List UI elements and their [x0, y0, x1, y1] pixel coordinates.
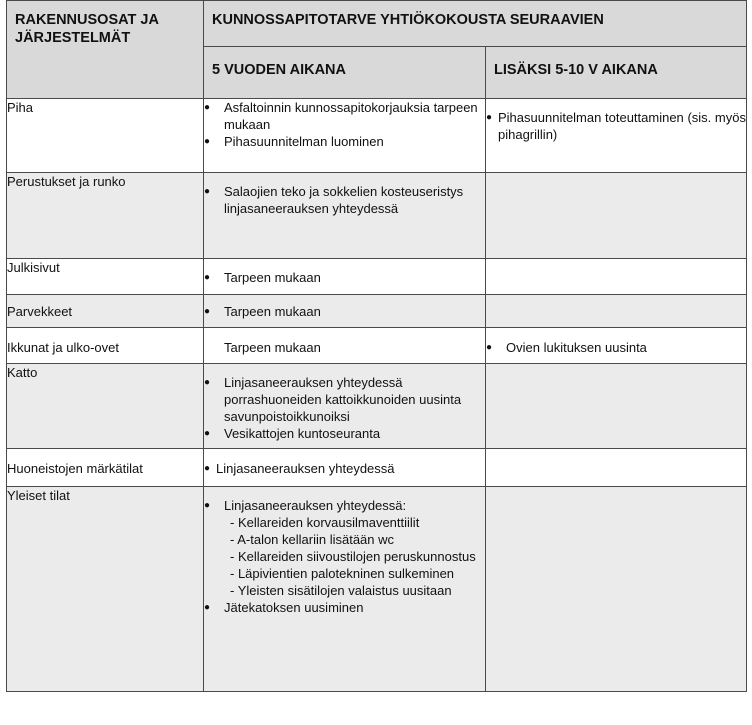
list-item: ● Vesikattojen kuntoseuranta — [204, 425, 485, 442]
maintenance-table — [6, 0, 747, 692]
table-row — [7, 364, 747, 449]
list-item: ● Tarpeen mukaan — [204, 303, 485, 320]
row-category: Parvekkeet — [7, 295, 204, 328]
row-5-10-years — [486, 328, 747, 364]
row-category: Huoneistojen märkätilat — [7, 449, 204, 487]
table-row — [7, 449, 747, 487]
header-category: RAKENNUSOSAT JA JÄRJESTELMÄT — [7, 1, 204, 99]
list-item: ● Pihasuunnitelman luominen — [204, 133, 485, 150]
table-row — [7, 328, 747, 364]
sub-list-item: - Läpivientien palotekninen sulkeminen — [230, 566, 455, 581]
header-5-10-years: LISÄKSI 5-10 V AIKANA — [486, 47, 747, 99]
list-item: ● Pihasuunnitelman toteuttaminen (sis. myös pihagrillin) — [486, 109, 746, 143]
row-category: Julkisivut — [7, 259, 204, 295]
row-5-years — [204, 364, 486, 449]
list-item: ● Tarpeen mukaan — [204, 269, 485, 286]
list-item: ● Linjasaneerauksen yhteydessä — [204, 460, 485, 477]
table-row — [7, 487, 747, 692]
row-5-years — [204, 449, 486, 487]
table-row — [7, 295, 747, 328]
table-row — [7, 99, 747, 173]
header-5-years: 5 VUODEN AIKANA — [204, 47, 486, 99]
row-category: Katto — [7, 364, 204, 449]
table-row — [7, 259, 747, 295]
header-main: KUNNOSSAPITOTARVE YHTIÖKOKOUSTA SEURAAVIEN — [204, 1, 747, 47]
table-row — [7, 173, 747, 259]
row-5-years — [204, 173, 486, 259]
row-5-10-years — [486, 449, 747, 487]
row-category: Ikkunat ja ulko-ovet — [7, 328, 204, 364]
sub-list-item: - Yleisten sisätilojen valaistus uusitaan — [230, 583, 452, 598]
list-item: Tarpeen mukaan — [224, 340, 321, 355]
sub-list-item: - Kellareiden korvausilmaventtiilit — [230, 515, 420, 530]
list-item: ● Asfaltoinnin kunnossapitokorjauksia tarpeen mukaan — [204, 99, 485, 133]
list-item: ● Linjasaneerauksen yhteydessä porrashuoneiden kattoikkunoiden uusinta savunpoistoikkunoiksi — [204, 374, 485, 425]
row-category: Perustukset ja runko — [7, 173, 204, 259]
row-5-10-years — [486, 99, 747, 173]
list-item: ● Linjasaneerauksen yhteydessä: — [204, 497, 485, 514]
row-5-years — [204, 328, 486, 364]
row-5-years — [204, 487, 486, 692]
row-category: Yleiset tilat — [7, 487, 204, 692]
sub-list-item: - A-talon kellariin lisätään wc — [230, 532, 395, 547]
row-5-years — [204, 259, 486, 295]
row-5-years — [204, 295, 486, 328]
row-5-10-years — [486, 364, 747, 449]
sub-list — [204, 514, 485, 599]
row-5-10-years — [486, 295, 747, 328]
row-5-10-years — [486, 259, 747, 295]
row-5-10-years — [486, 173, 747, 259]
sub-list-item: - Kellareiden siivoustilojen peruskunnostus — [230, 549, 476, 564]
row-5-years — [204, 99, 486, 173]
list-item: ● Jätekatoksen uusiminen — [204, 599, 485, 616]
list-item: ● Ovien lukituksen uusinta — [486, 339, 746, 356]
row-category: Piha — [7, 99, 204, 173]
row-5-10-years — [486, 487, 747, 692]
list-item: ● Salaojien teko ja sokkelien kosteuseristys linjasaneerauksen yhteydessä — [204, 183, 485, 217]
